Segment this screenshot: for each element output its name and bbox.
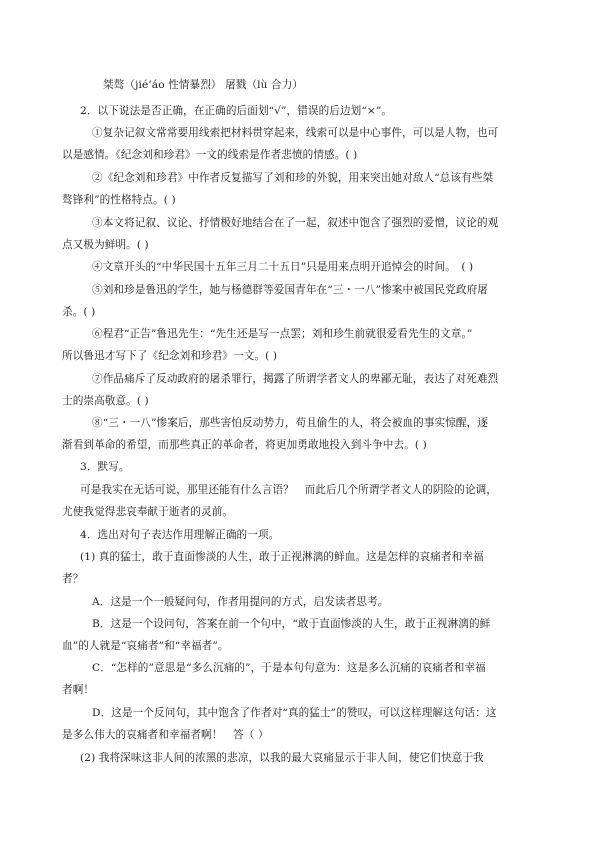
statement-2-line-2: 骜锋利”的性格特点。( ) [62,194,176,206]
statement-8-line-1: ⑧“三・一八”惨案后，那些害怕反动势力，苟且偷生的人，将会被血的事实惊醒，逐 [92,417,489,429]
dictation-line-2: 尤使我觉得悲哀奉献于逝者的灵前。 [62,506,234,518]
option-c-line-2: 者啊！ [62,684,95,696]
question-3-heading: 3．默写。 [80,461,130,473]
statement-3-line-1: ③本文将记叙、议论、抒情极好地结合在了一起，叙述中饱含了强烈的爱憎，议论的观 [92,217,499,229]
subquestion-1-line-2: 者？ [62,573,84,585]
subquestion-2-line-1: (2) 我将深味这非人间的浓黑的悲凉，以我的最大哀痛显示于非人间，使它们快意于我 [80,752,484,764]
dictation-line-1: 可是我实在无话可说，那里还能有什么言语？ 而此后几个所谓学者文人的阴险的论调， [80,484,498,496]
statement-5-line-2: 杀。( ) [62,306,96,318]
statement-7-line-1: ⑦作品痛斥了反动政府的屠杀罪行，揭露了所谓学者文人的卑鄙无耻，表达了对死难烈 [92,373,499,385]
question-2-heading: 2．以下说法是否正确，在正确的后面划“√”，错误的后边划“×”。 [80,105,393,117]
pinyin-annotation-line: 桀骜（jié’áo 性情暴烈） 屠戮（lù 合力） [103,79,304,91]
statement-6-line-2: 所以鲁迅才写下了《纪念刘和珍君》一文。( ) [62,350,278,362]
statement-4-line: ④文章开头的“中华民国十五年三月二十五日”只是用来点明开追悼会的时间。 ( ) [92,261,474,273]
statement-1-line-2: 以是感情。《纪念刘和珍君》一文的线索是作者悲愤的情感。( ) [62,149,358,161]
subquestion-1-line-1: (1) 真的猛士，敢于直面惨淡的人生，敢于正视淋漓的鲜血。这是怎样的哀痛者和幸福 [80,551,484,563]
option-b-line-2: 血”的人就是“哀痛者”和“幸福者”。 [62,640,229,652]
option-c-line-1: C．“怎样的”意思是“多么沉痛的”，于是本句句意为：这是多么沉痛的哀痛者和幸福 [92,662,486,674]
option-d-line-2: 是多么伟大的哀痛者和幸福者啊！ 答（ ） [62,729,269,741]
option-b-line-1: B．这是一个设问句，答案在前一个句中，“敢于直面惨淡的人生，敢于正视淋漓的鲜 [92,618,491,630]
statement-1-line-1: ①复杂记叙文常常要用线索把材料贯穿起来，线索可以是中心事件，可以是人物，也可 [92,127,499,139]
option-d-line-1: D．这是一个反问句，其中饱含了作者对“真的猛士”的赞叹，可以这样理解这句话：这 [92,707,497,719]
question-4-heading: 4．选出对句子表达作用理解正确的一项。 [80,529,280,541]
statement-8-line-2: 渐看到革命的希望，而那些真正的革命者，将更加勇敢地投入到斗争中去。( ) [62,439,427,451]
statement-2-line-1: ②《纪念刘和珍君》中作者反复描写了刘和珍的外貌，用来突出她对敌人“总该有些桀 [92,172,494,184]
option-a: A．这是一个一般疑问句，作者用提问的方式，启发读者思考。 [92,596,389,608]
statement-5-line-1: ⑤刘和珍是鲁迅的学生，她与杨德群等爱国青年在“三・一八”惨案中被国民党政府屠 [92,284,489,296]
statement-7-line-2: 士的崇高敬意。( ) [62,395,149,407]
statement-3-line-2: 点又极为鲜明。( ) [62,239,149,251]
statement-6-line-1: ⑥程君“正告”鲁迅先生：“先生还是写一点罢；刘和珍生前就很爱看先生的文章。” [92,328,473,340]
